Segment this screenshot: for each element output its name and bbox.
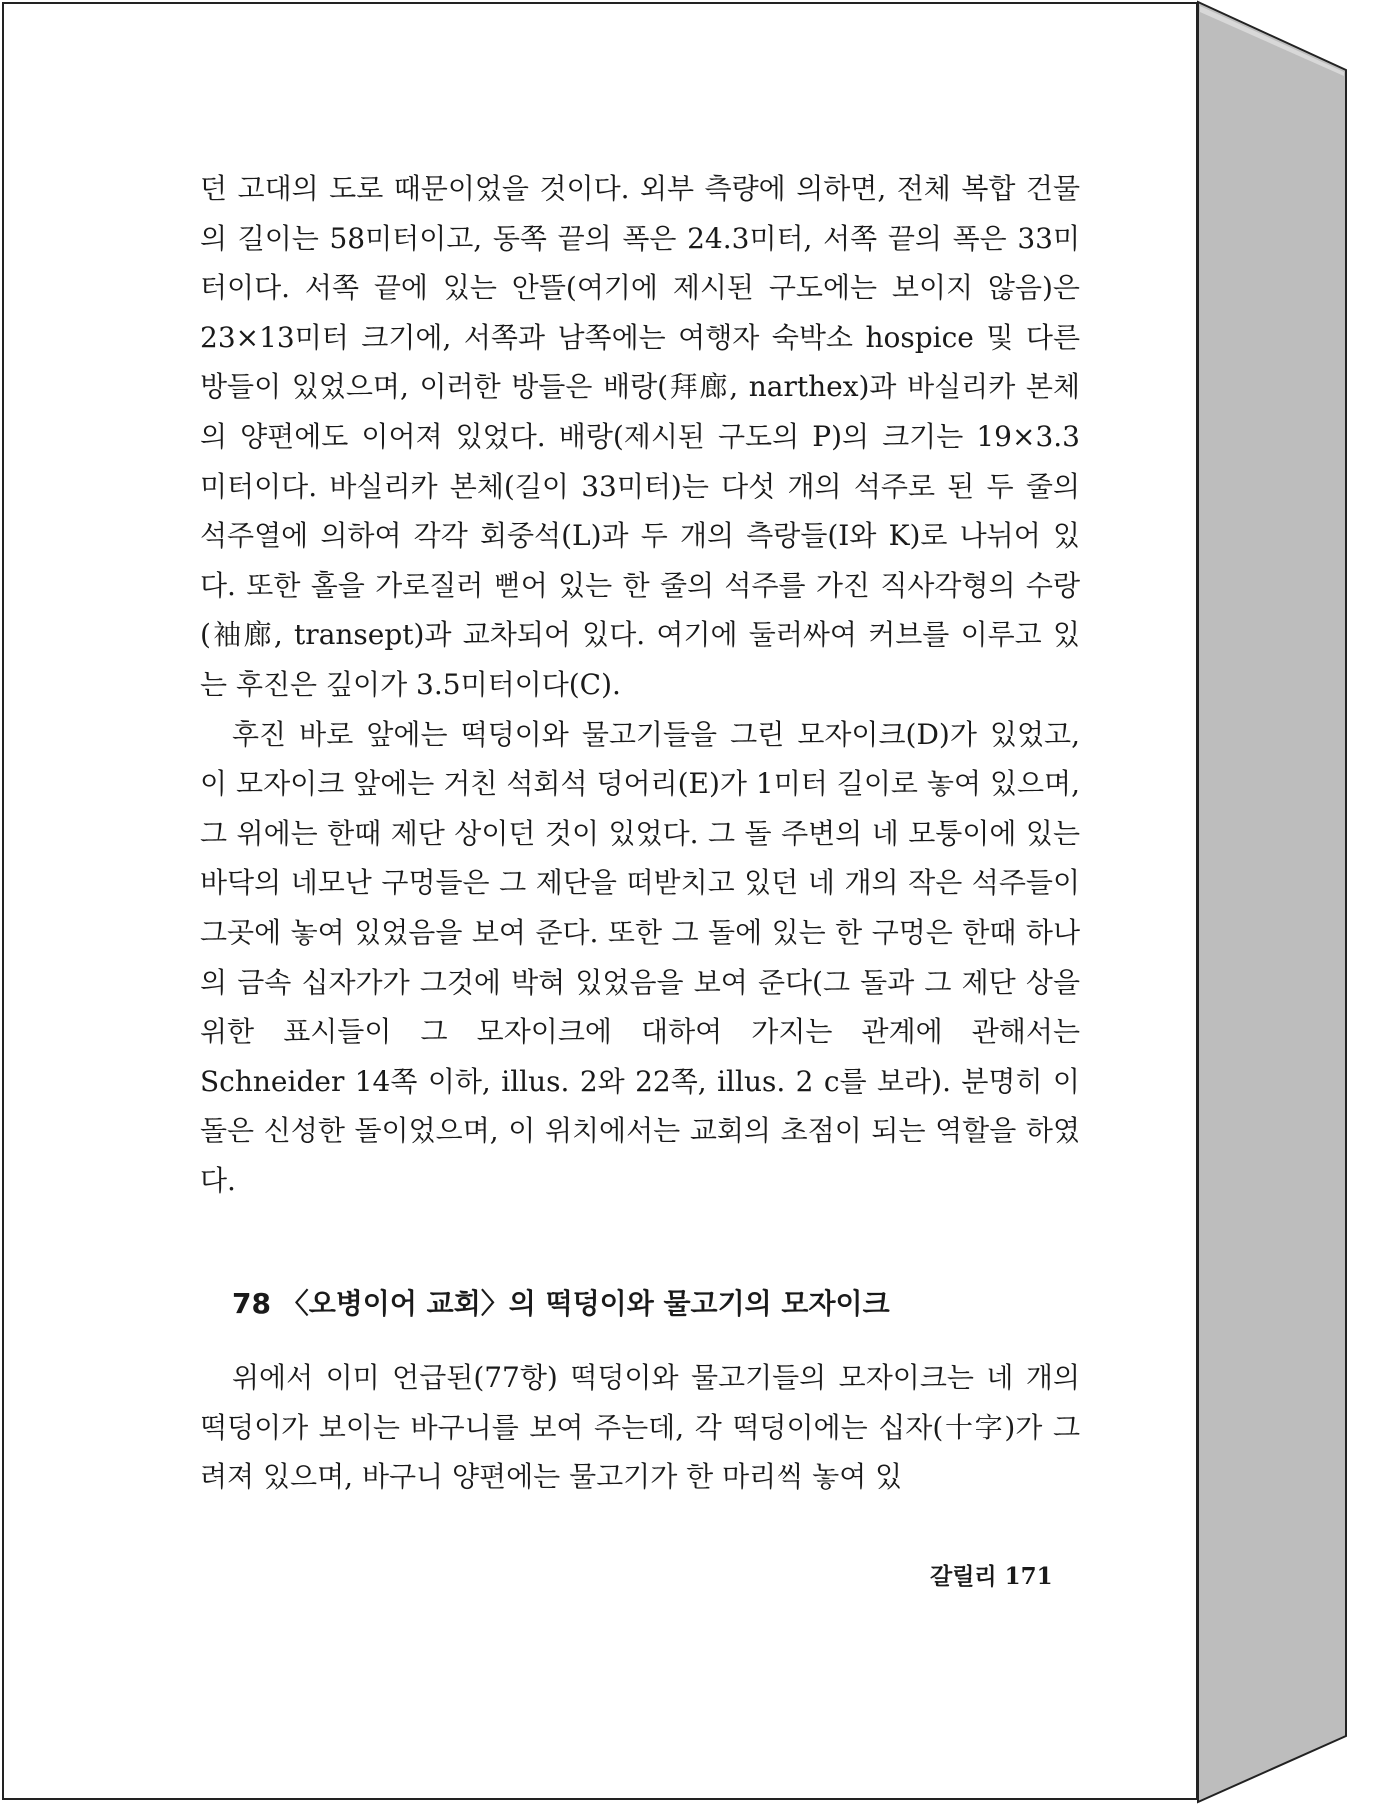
body-text: [200, 164, 1080, 1205]
section-heading: 78 〈오병이어 교회〉의 떡덩이와 물고기의 모자이크: [232, 1287, 890, 1320]
section-text: [200, 1353, 1080, 1502]
section-paragraph-1: 위에서 이미 언급된(77항) 떡덩이와 물고기들의 모자이크는 네 개의 떡덩이가 보이는 바구니를 보여 주는데, 각 떡덩이에는 십자(十字)가 그려져 있으며, 바구니 양편에는 물고기가 한 마리씩 놓여 있: [200, 1361, 1080, 1494]
page-footer: 갈릴리 171: [930, 1563, 1053, 1590]
paragraph-1: 던 고대의 도로 때문이었을 것이다. 외부 측량에 의하면, 전체 복합 건물의 길이는 58미터이고, 동쪽 끝의 폭은 24.3미터, 서쪽 끝의 폭은 33미터이다. 서쪽 끝에 있는 안뜰(여기에 제시된 구도에는 보이지 않음)은 23×13미터 크기에, 서쪽과 남쪽에는 여행자 숙박소 hospice 및 다른 방들이 있었으며, 이러한 방들은 배랑(拜廊, narthex)과 바실리카 본체의 양편에도 이어져 있었다. 배랑(제시된 구도의 P)의 크기는 19×3.3 미터이다. 바실리카 본체(길이 33미터)는 다섯 개의 석주로 된 두 줄의 석주열에 의하여 각각 회중석(L)과 두 개의 측랑들(I와 K)로 나뉘어 있다. 또한 홀을 가로질러 뻗어 있는 한 줄의 석주를 가진 직사각형의 수랑(袖廊, transept)과 교차되어 있다. 여기에 둘러싸여 커브를 이루고 있는 후진은 깊이가 3.5미터이다(C).: [200, 172, 1080, 701]
paragraph-2: 후진 바로 앞에는 떡덩이와 물고기들을 그린 모자이크(D)가 있었고, 이 모자이크 앞에는 거친 석회석 덩어리(E)가 1미터 길이로 놓여 있으며, 그 위에는 한때 제단 상이던 것이 있었다. 그 돌 주변의 네 모퉁이에 있는 바닥의 네모난 구멍들은 그 제단을 떠받치고 있던 네 개의 작은 석주들이 그곳에 놓여 있었음을 보여 준다. 또한 그 돌에 있는 한 구멍은 한때 하나의 금속 십자가가 그것에 박혀 있었음을 보여 준다(그 돌과 그 제단 상을 위한 표시들이 그 모자이크에 대하여 가지는 관계에 관해서는 Schneider 14쪽 이하, illus. 2와 22쪽, illus. 2 c를 보라). 분명히 이 돌은 신성한 돌이었으며, 이 위치에서는 교회의 초점이 되는 역할을 하였다.: [200, 717, 1080, 1197]
